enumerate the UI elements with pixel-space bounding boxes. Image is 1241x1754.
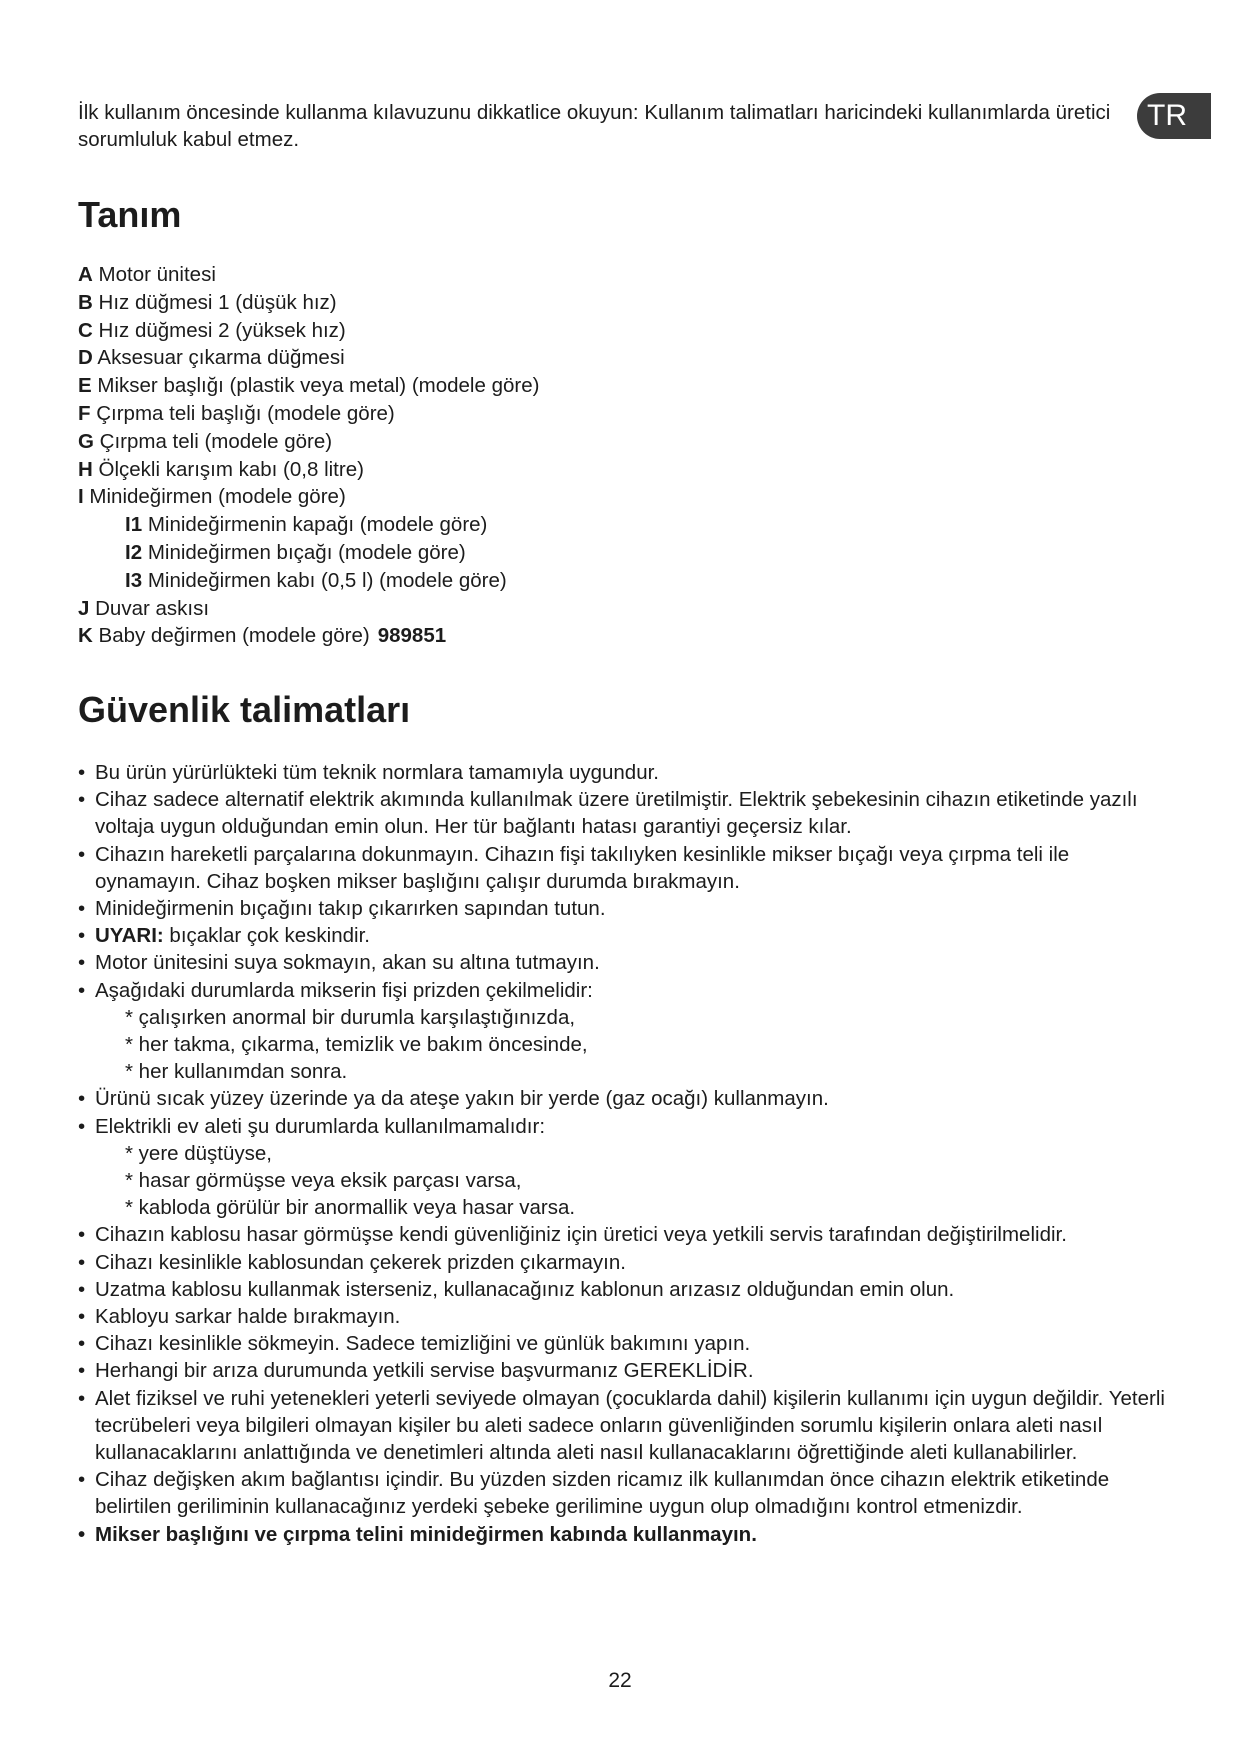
safety-item: • Minideğirmenin bıçağını takıp çıkarırken sapından tutun. (78, 895, 1168, 922)
language-badge: TR (1137, 93, 1211, 139)
safety-item: • Uzatma kablosu kullanmak isterseniz, kullanacağınız kablonun arızasız olduğundan emin olun. (78, 1276, 1168, 1303)
component-item: J Duvar askısı (78, 596, 210, 620)
component-item: H Ölçekli karışım kabı (0,8 litre) (78, 457, 364, 481)
component-item: B Hız düğmesi 1 (düşük hız) (78, 290, 337, 314)
safety-item: • Kabloyu sarkar halde bırakmayın. (78, 1303, 1168, 1330)
intro-text: İlk kullanım öncesinde kullanma kılavuzunu dikkatlice okuyun: Kullanım talimatları haricindeki kullanımlarda üretici sorumluluk kabul etmez. (78, 101, 1111, 151)
safety-list (78, 759, 1168, 1548)
warning-label: UYARI: (95, 924, 164, 948)
component-item: E Mikser başlığı (plastik veya metal) (modele göre) (78, 374, 540, 398)
safety-item-warning: • UYARI: bıçaklar çok keskindir. (78, 922, 1168, 949)
safety-item: • Bu ürün yürürlükteki tüm teknik normlara tamamıyla uygundur. (78, 759, 1168, 786)
safety-subitem: * hasar görmüşse veya eksik parçası varsa, (125, 1169, 522, 1193)
product-code: 989851 (377, 624, 447, 648)
component-item: A Motor ünitesi (78, 263, 216, 286)
page-number: 22 (608, 1669, 632, 1692)
component-subitem: I3 Minideğirmen kabı (0,5 l) (modele göre) (125, 568, 507, 592)
safety-subitem: * yere düştüyse, (125, 1141, 272, 1165)
component-item: C Hız düğmesi 2 (yüksek hız) (78, 318, 346, 342)
component-item: K Baby değirmen (modele göre) 989851 (78, 624, 447, 648)
component-subitem: I1 Minideğirmenin kapağı (modele göre) (125, 513, 488, 537)
safety-item: • Motor ünitesini suya sokmayın, akan su altına tutmayın. (78, 949, 1168, 976)
safety-item: • Cihazın hareketli parçalarına dokunmayın. Cihazın fişi takılıyken kesinlikle mikser bıçağı veya çırpma teli ile oynamayın. Cihaz boşken mikser başlığını çalışır durumda bırakmayın. (78, 841, 1168, 895)
safety-subitem: * çalışırken anormal bir durumla karşılaştığınızda, (125, 1005, 576, 1029)
safety-subitem: * her kullanımdan sonra. (125, 1060, 348, 1084)
safety-item: • Ürünü sıcak yüzey üzerinde ya da ateşe yakın bir yerde (gaz ocağı) kullanmayın. (78, 1085, 1168, 1112)
safety-item: • Alet fiziksel ve ruhi yetenekleri yeterli seviyede olmayan (çocuklarda dahil) kişilerin kullanımı için uygun değildir. Yeterli tecrübeleri veya bilgileri olmayan kişiler bu aleti sadece onların güvenliğinden sorumlu kişilerin onlara aleti nasıl kullanacaklarını anlattığında ve denetimleri altında aleti nasıl kullanacaklarını öğrettiğinde aleti kullanabilirler. (78, 1385, 1168, 1467)
safety-item: • Cihaz değişken akım bağlantısı içindir. Bu yüzden sizden ricamız ilk kullanımdan önce cihazın elektrik etiketinde belirtilen geriliminin kullanacağınız yerdeki şebeke gerilimine uygun olup olmadığını kontrol etmenizdir. (78, 1466, 1168, 1520)
safety-item: • Cihazın kablosu hasar görmüşse kendi güvenliğiniz için üretici veya yetkili servis tarafından değiştirilmelidir. (78, 1221, 1168, 1248)
component-subitem: I2 Minideğirmen bıçağı (modele göre) (125, 540, 466, 564)
safety-item: • Cihazı kesinlikle kablosundan çekerek prizden çıkarmayın. (78, 1249, 1168, 1276)
safety-subitem: * kabloda görülür bir anormallik veya hasar varsa. (125, 1196, 576, 1220)
component-item: F Çırpma teli başlığı (modele göre) (78, 401, 395, 425)
safety-item: • Elektrikli ev aleti şu durumlarda kullanılmamalıdır: (78, 1113, 1168, 1140)
component-item: D Aksesuar çıkarma düğmesi (78, 346, 345, 370)
safety-item: • Cihazı kesinlikle sökmeyin. Sadece temizliğini ve günlük bakımını yapın. (78, 1330, 1168, 1357)
component-list (78, 261, 539, 650)
component-item: G Çırpma teli (modele göre) (78, 429, 333, 453)
section-title-safety: Güvenlik talimatları (78, 689, 411, 730)
safety-item: • Aşağıdaki durumlarda mikserin fişi prizden çekilmelidir: (78, 977, 1168, 1004)
safety-item-bold: • Mikser başlığını ve çırpma telini minideğirmen kabında kullanmayın. (78, 1521, 1168, 1548)
safety-subitem: * her takma, çıkarma, temizlik ve bakım öncesinde, (125, 1033, 588, 1057)
section-title-description: Tanım (78, 194, 182, 235)
safety-item: • Herhangi bir arıza durumunda yetkili servise başvurmanız GEREKLİDİR. (78, 1357, 1168, 1384)
component-item: I Minideğirmen (modele göre) (78, 485, 346, 509)
safety-item: • Cihaz sadece alternatif elektrik akımında kullanılmak üzere üretilmiştir. Elektrik şebekesinin cihazın etiketinde yazılı voltaja uygun olduğundan emin olun. Her tür bağlantı hatası garantiyi geçersiz kılar. (78, 786, 1168, 840)
